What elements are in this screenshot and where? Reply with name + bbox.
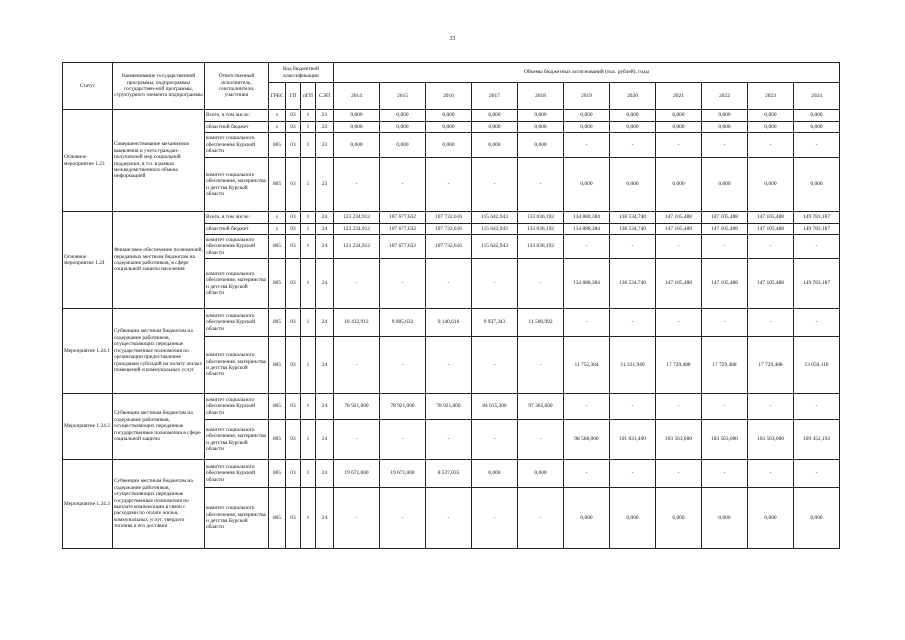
row-value: 134 888,384 <box>564 259 610 309</box>
row-status: Основное мероприятие 1.24 <box>63 212 113 309</box>
row-value: 17 729,488 <box>702 337 748 394</box>
row-code: 24 <box>316 309 334 337</box>
row-responsible: комитет социального обеспечения, материнства и детства Курской области <box>205 337 269 394</box>
row-code: 23 <box>316 133 334 158</box>
row-value: 107 732,616 <box>426 235 472 259</box>
row-code: х <box>269 212 286 224</box>
row-value: - <box>518 488 564 549</box>
row-code: 23 <box>316 122 334 133</box>
row-value: 0,000 <box>748 110 794 122</box>
row-value: - <box>702 235 748 259</box>
row-value: - <box>702 394 748 420</box>
row-value: 123 234,912 <box>334 235 380 259</box>
row-code: 24 <box>316 394 334 420</box>
row-value: 78 921,000 <box>426 394 472 420</box>
row-value: 0,000 <box>794 110 840 122</box>
row-name: Совершенствование механизмов выявления и учета граждан-получателей мер социальной поддержки, в т.ч. в рамках межведомственного обмена информацией <box>113 110 205 212</box>
row-status: Основное мероприятие 1.23 <box>63 110 113 212</box>
row-value: - <box>518 337 564 394</box>
row-value: 138 534,740 <box>610 212 656 224</box>
row-responsible: областной бюджет <box>205 122 269 133</box>
row-value: 0,000 <box>518 133 564 158</box>
row-value: 0,000 <box>518 460 564 488</box>
row-value: 133 036,192 <box>518 212 564 224</box>
row-value: 133 036,192 <box>518 224 564 235</box>
row-value: 0,000 <box>656 122 702 133</box>
row-value: 0,000 <box>334 133 380 158</box>
row-name: Субвенции местным бюджетам на содержание работников, осуществляющих переданные государственные полномочия в сфере социальной защиты <box>113 394 205 460</box>
row-value: 0,000 <box>748 122 794 133</box>
row-value: - <box>610 133 656 158</box>
row-value: - <box>702 309 748 337</box>
row-value: 18 432,912 <box>334 309 380 337</box>
row-value: 0,000 <box>518 122 564 133</box>
row-value: 0,000 <box>564 488 610 549</box>
row-value: - <box>472 420 518 460</box>
table-header <box>63 63 840 110</box>
row-value: 0,000 <box>426 122 472 133</box>
row-code: 03 <box>286 259 301 309</box>
row-value: 84 615,300 <box>472 394 518 420</box>
row-value: 147 105,488 <box>748 224 794 235</box>
row-code: 1 <box>301 133 316 158</box>
header-status: Статус <box>63 63 113 110</box>
row-value: 78 921,000 <box>334 394 380 420</box>
row-value: - <box>748 394 794 420</box>
row-value: - <box>656 235 702 259</box>
row-code: 1 <box>301 460 316 488</box>
row-value: 11 752,384 <box>564 337 610 394</box>
row-value: 147 105,488 <box>702 212 748 224</box>
row-code: х <box>269 110 286 122</box>
header-year: 2020 <box>610 83 656 110</box>
row-value: - <box>426 420 472 460</box>
budget-table <box>62 62 840 549</box>
row-code: 03 <box>286 133 301 158</box>
header-year: 2021 <box>656 83 702 110</box>
row-value: 0,000 <box>380 110 426 122</box>
row-value: 0,000 <box>610 158 656 212</box>
row-code: 805 <box>269 420 286 460</box>
row-code: 24 <box>316 488 334 549</box>
row-code: 1 <box>301 212 316 224</box>
row-value: - <box>656 394 702 420</box>
row-value: - <box>794 133 840 158</box>
row-value: - <box>426 488 472 549</box>
row-value: - <box>334 420 380 460</box>
row-value: 103 563,000 <box>748 420 794 460</box>
row-code: 805 <box>269 158 286 212</box>
row-code: 24 <box>316 235 334 259</box>
row-value: 0,000 <box>564 110 610 122</box>
header-year: 2019 <box>564 83 610 110</box>
row-responsible: Всего, в том числе: <box>205 212 269 224</box>
row-value: 0,000 <box>656 158 702 212</box>
row-value: - <box>380 488 426 549</box>
row-value: 0,000 <box>518 110 564 122</box>
row-value: - <box>426 337 472 394</box>
row-responsible: комитет социального обеспечения Курской области <box>205 460 269 488</box>
row-value: 13 050,118 <box>794 337 840 394</box>
row-name: Субвенции местным бюджетам на содержание работников, осуществляющих переданные государственные полномочия по выплате компенсации в связи с расходами по оплате жилья, коммунальных услуг, твердого топлива и его доставки <box>113 460 205 549</box>
row-value: 0,000 <box>472 133 518 158</box>
row-value: 0,000 <box>380 133 426 158</box>
table-row <box>63 110 840 122</box>
row-value: - <box>472 337 518 394</box>
row-value: 0,000 <box>610 122 656 133</box>
row-status: Мероприятие 1.24.2 <box>63 394 113 460</box>
row-code: 03 <box>286 235 301 259</box>
row-code: 1 <box>301 309 316 337</box>
row-value: - <box>748 235 794 259</box>
row-value: - <box>426 158 472 212</box>
row-code: 1 <box>301 337 316 394</box>
row-responsible: комитет социального обеспечения, материнства и детства Курской области <box>205 158 269 212</box>
header-year: 2015 <box>380 83 426 110</box>
row-value: 9 085,632 <box>380 309 426 337</box>
row-value: 115 642,943 <box>472 235 518 259</box>
row-responsible: комитет социального обеспечения, материнства и детства Курской области <box>205 488 269 549</box>
row-code: 03 <box>286 420 301 460</box>
row-responsible: комитет социального обеспечения Курской области <box>205 309 269 337</box>
row-code: 23 <box>316 110 334 122</box>
row-code: 1 <box>301 224 316 235</box>
row-value: - <box>748 309 794 337</box>
row-value: - <box>794 235 840 259</box>
row-value: 0,000 <box>748 158 794 212</box>
row-name: Субвенции местным бюджетам на содержание работников, осуществляющих переданные государственные полномочия по организации предоставления гражданам субсидий на оплату жилых помещений и коммунальных услуг <box>113 309 205 394</box>
row-value: 101 831,400 <box>610 420 656 460</box>
row-value: 0,000 <box>610 110 656 122</box>
row-value: 0,000 <box>656 488 702 549</box>
row-value: 11 500,992 <box>518 309 564 337</box>
row-code: 805 <box>269 133 286 158</box>
row-value: 0,000 <box>564 122 610 133</box>
row-value: 149 783,187 <box>794 212 840 224</box>
row-value: - <box>472 259 518 309</box>
row-value: 147 105,488 <box>748 259 794 309</box>
row-value: - <box>610 394 656 420</box>
row-code: 1 <box>301 235 316 259</box>
row-value: 97 302,600 <box>518 394 564 420</box>
row-value: - <box>380 158 426 212</box>
row-value: - <box>426 259 472 309</box>
row-status: Мероприятие 1.24.1 <box>63 309 113 394</box>
row-value: 134 888,384 <box>564 224 610 235</box>
row-value: - <box>564 235 610 259</box>
row-value: 0,000 <box>380 122 426 133</box>
row-value: - <box>334 259 380 309</box>
header-year: 2018 <box>518 83 564 110</box>
row-value: 9 140,616 <box>426 309 472 337</box>
page-number: 33 <box>449 36 456 42</box>
row-code: 24 <box>316 224 334 235</box>
row-value: - <box>748 460 794 488</box>
row-value: - <box>380 259 426 309</box>
row-code: 03 <box>286 337 301 394</box>
row-value: 0,000 <box>472 460 518 488</box>
row-value: 17 729,488 <box>656 337 702 394</box>
row-code: 1 <box>301 122 316 133</box>
row-value: 133 036,192 <box>518 235 564 259</box>
header-code: СЭП <box>316 83 334 110</box>
row-value: 19 671,000 <box>334 460 380 488</box>
row-value: - <box>794 460 840 488</box>
header-code-group: Код бюджетной классификации <box>269 63 334 83</box>
header-years-group: Объемы бюджетных ассигнований (тыс. рублей), годы <box>334 63 840 83</box>
row-value: 9 937,343 <box>472 309 518 337</box>
row-code: 03 <box>286 224 301 235</box>
row-value: 98 568,000 <box>564 420 610 460</box>
row-value: 0,000 <box>610 488 656 549</box>
row-code: 805 <box>269 394 286 420</box>
row-status: Мероприятие 1.24.3 <box>63 460 113 549</box>
row-value: 107 677,632 <box>380 235 426 259</box>
row-responsible: областной бюджет <box>205 224 269 235</box>
row-code: 1 <box>301 488 316 549</box>
row-value: 17 729,488 <box>748 337 794 394</box>
row-value: 78 921,000 <box>380 394 426 420</box>
row-value: 19 671,000 <box>380 460 426 488</box>
header-year: 2023 <box>748 83 794 110</box>
row-value: 138 534,740 <box>610 259 656 309</box>
row-value: - <box>656 309 702 337</box>
row-code: 03 <box>286 488 301 549</box>
row-value: - <box>518 420 564 460</box>
row-value: 107 677,632 <box>380 212 426 224</box>
row-value: 123 234,912 <box>334 212 380 224</box>
row-value: - <box>610 309 656 337</box>
row-value: 147 105,488 <box>748 212 794 224</box>
row-value: 147 105,488 <box>656 224 702 235</box>
row-value: 147 105,488 <box>702 259 748 309</box>
row-value: - <box>610 460 656 488</box>
row-value: 0,000 <box>794 158 840 212</box>
table-body <box>63 110 840 549</box>
row-responsible: комитет социального обеспечения Курской области <box>205 394 269 420</box>
header-year: 2017 <box>472 83 518 110</box>
row-value: 147 105,488 <box>656 212 702 224</box>
row-code: 805 <box>269 259 286 309</box>
row-value: - <box>794 394 840 420</box>
row-value: 11 321,940 <box>610 337 656 394</box>
row-code: 23 <box>316 158 334 212</box>
row-code: х <box>269 122 286 133</box>
table-row <box>63 394 840 420</box>
row-value: - <box>564 309 610 337</box>
row-value: - <box>794 309 840 337</box>
header-year: 2024 <box>794 83 840 110</box>
row-value: 134 888,384 <box>564 212 610 224</box>
row-code: 24 <box>316 337 334 394</box>
row-value: - <box>334 337 380 394</box>
header-name: Наименование государственной программы, подпрограммы государствен-ной программы, структурного элемента подпрограммы <box>113 63 205 110</box>
row-value: 138 534,740 <box>610 224 656 235</box>
row-value: 109 452,192 <box>794 420 840 460</box>
row-code: 1 <box>301 420 316 460</box>
row-responsible: Всего, в том числе: <box>205 110 269 122</box>
row-value: - <box>334 488 380 549</box>
row-value: 0,000 <box>472 122 518 133</box>
row-value: 115 642,943 <box>472 212 518 224</box>
row-value: - <box>518 158 564 212</box>
row-value: 103 563,000 <box>656 420 702 460</box>
row-code: 1 <box>301 394 316 420</box>
row-responsible: комитет социального обеспечения, материнства и детства Курской области <box>205 420 269 460</box>
row-value: - <box>334 158 380 212</box>
row-value: 0,000 <box>334 110 380 122</box>
row-name: Финансовое обеспечение полномочий, переданных местным бюджетам на содержание работников, в сфере социальной защиты населения <box>113 212 205 309</box>
row-value: - <box>702 460 748 488</box>
header-year: 2014 <box>334 83 380 110</box>
row-code: 24 <box>316 212 334 224</box>
row-value: 0,000 <box>794 488 840 549</box>
row-value: - <box>380 420 426 460</box>
header-year: 2016 <box>426 83 472 110</box>
row-value: 0,000 <box>426 110 472 122</box>
row-responsible: комитет социального обеспечения Курской области <box>205 133 269 158</box>
row-code: х <box>269 224 286 235</box>
row-code: 03 <box>286 394 301 420</box>
row-value: 149 783,187 <box>794 224 840 235</box>
row-value: 107 732,616 <box>426 224 472 235</box>
row-code: 03 <box>286 110 301 122</box>
row-code: 03 <box>286 460 301 488</box>
row-value: 0,000 <box>702 110 748 122</box>
row-code: 1 <box>301 259 316 309</box>
row-value: 0,000 <box>656 110 702 122</box>
row-value: - <box>472 488 518 549</box>
row-value: 8 527,035 <box>426 460 472 488</box>
row-value: - <box>702 133 748 158</box>
header-code: ГП <box>286 83 301 110</box>
row-value: - <box>564 394 610 420</box>
row-value: 115 642,943 <box>472 224 518 235</box>
row-value: 0,000 <box>748 488 794 549</box>
row-code: 03 <box>286 309 301 337</box>
row-value: 147 105,488 <box>702 224 748 235</box>
row-code: 03 <box>286 212 301 224</box>
row-code: 03 <box>286 122 301 133</box>
row-value: 0,000 <box>564 158 610 212</box>
table-row <box>63 309 840 337</box>
row-code: 24 <box>316 420 334 460</box>
header-responsible: Ответственный исполнитель, соисполнители, участники <box>205 63 269 110</box>
row-value: 0,000 <box>702 488 748 549</box>
row-code: 805 <box>269 337 286 394</box>
row-value: 147 105,488 <box>656 259 702 309</box>
row-value: 0,000 <box>702 158 748 212</box>
row-code: 24 <box>316 259 334 309</box>
row-value: 123 234,912 <box>334 224 380 235</box>
row-responsible: комитет социального обеспечения Курской области <box>205 235 269 259</box>
table-row <box>63 460 840 488</box>
row-code: 1 <box>301 110 316 122</box>
table-row <box>63 212 840 224</box>
header-year: 2022 <box>702 83 748 110</box>
row-code: 03 <box>286 158 301 212</box>
row-value: - <box>564 133 610 158</box>
row-value: 0,000 <box>794 122 840 133</box>
row-value: 0,000 <box>426 133 472 158</box>
row-value: 107 732,616 <box>426 212 472 224</box>
row-value: 149 783,187 <box>794 259 840 309</box>
row-value: - <box>472 158 518 212</box>
row-value: 0,000 <box>702 122 748 133</box>
row-value: 107 677,632 <box>380 224 426 235</box>
row-value: - <box>656 460 702 488</box>
row-code: 805 <box>269 488 286 549</box>
row-value: - <box>564 460 610 488</box>
row-responsible: комитет социального обеспечения, материнства и детства Курской области <box>205 259 269 309</box>
row-code: 805 <box>269 235 286 259</box>
row-value: 103 563,000 <box>702 420 748 460</box>
header-code: ГРБС <box>269 83 286 110</box>
row-code: 805 <box>269 309 286 337</box>
header-code: пГП <box>301 83 316 110</box>
row-value: - <box>518 259 564 309</box>
row-code: 24 <box>316 460 334 488</box>
row-value: 0,000 <box>472 110 518 122</box>
row-value: - <box>656 133 702 158</box>
row-value: - <box>748 133 794 158</box>
row-value: - <box>380 337 426 394</box>
row-value: - <box>610 235 656 259</box>
row-code: 805 <box>269 460 286 488</box>
row-code: 1 <box>301 158 316 212</box>
row-value: 0,000 <box>334 122 380 133</box>
